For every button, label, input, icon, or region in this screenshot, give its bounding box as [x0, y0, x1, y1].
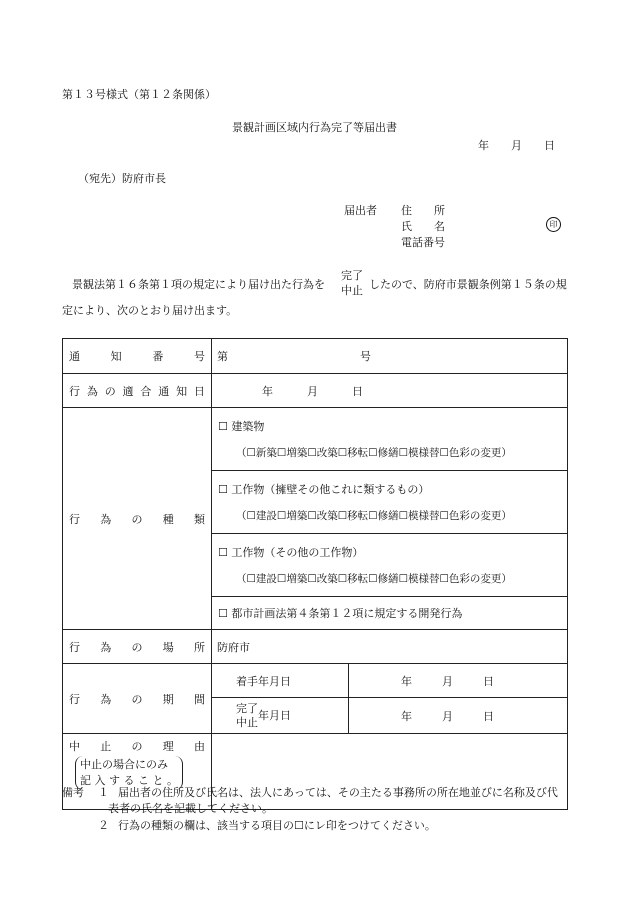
sub-options-other-structure: （☐建設☐増築☐改築☐移転☐修繕☐模様替☐色彩の変更） [236, 573, 512, 585]
notifier-label: 届出者 [344, 204, 377, 217]
value-location[interactable]: 防府市 [212, 630, 568, 664]
kind-option-other-structure: ☐ 工作物（その他の工作物） （☐建設☐増築☐改築☐移転☐修繕☐模様替☐色彩の変更） [212, 534, 568, 597]
row-period-start [63, 664, 568, 698]
notifier-phone-label: 電話番号 [401, 236, 445, 249]
intro-text-before: 景観法第１６条第１項の規定により届け出た行為を [72, 278, 325, 291]
value-end-date[interactable]: 年 月 日 [349, 698, 568, 734]
document-title: 景観計画区域内行為完了等届出書 [232, 121, 397, 134]
value-conformity-date[interactable]: 年 月 日 [212, 374, 568, 408]
remarks-heading: 備考 [62, 786, 84, 799]
checkbox-development[interactable]: ☐ [218, 607, 228, 620]
form-number: 第１３号様式（第１２条関係） [62, 88, 216, 101]
cancel-reason-note: 中止の場合にのみ 記 入 す る こ と 。 [75, 756, 183, 790]
kind-option-retaining-wall: ☐ 工作物（擁壁その他これに類するもの） （☐建設☐増築☐改築☐移転☐修繕☐模様替☐色彩の変更） [212, 471, 568, 534]
checkbox-building[interactable]: ☐ [218, 420, 228, 433]
date-day: 日 [544, 139, 555, 152]
label-period: 行 為 の 期 間 [63, 664, 212, 734]
label-end-date: 完了 中止年月日 [212, 698, 349, 734]
label-cancel-reason: 中 止 の 理 由 中止の場合にのみ 記 入 す る こ と 。 [63, 734, 212, 810]
value-notice-number[interactable]: 第 号 [212, 339, 568, 374]
row-location [63, 630, 568, 664]
row-notice-number [63, 339, 568, 374]
notification-table [62, 338, 568, 810]
label-notice-number: 通 知 番 号 [63, 339, 212, 374]
intro-text-line2: 定により、次のとおり届け出ます。 [62, 304, 238, 317]
end-cancel: 中止 [236, 715, 258, 729]
addressee: （宛先）防府市長 [78, 172, 166, 185]
checkbox-retaining-wall[interactable]: ☐ [218, 483, 228, 496]
label-start-date: 着手年月日 [212, 664, 349, 698]
sub-options-building: （☐新築☐増築☐改築☐移転☐修繕☐模様替☐色彩の変更） [236, 447, 512, 459]
date-month: 月 [511, 139, 522, 152]
checkbox-other-structure[interactable]: ☐ [218, 546, 228, 559]
remark-number-2: ２ [98, 819, 109, 832]
intro-options [341, 268, 363, 298]
row-kind-building [63, 408, 568, 471]
kind-option-building: ☐ 建築物 （☐新築☐増築☐改築☐移転☐修繕☐模様替☐色彩の変更） [212, 408, 568, 471]
seal-mark [546, 217, 561, 232]
row-conformity-date [63, 374, 568, 408]
intro-text-after: したので、防府市景観条例第１５条の規 [369, 278, 567, 291]
value-start-date[interactable]: 年 月 日 [349, 664, 568, 698]
sub-options-retaining-wall: （☐建設☐増築☐改築☐移転☐修繕☐模様替☐色彩の変更） [236, 510, 512, 522]
notifier-address-label: 住 所 [401, 204, 445, 217]
submission-date [478, 137, 555, 153]
kind-option-development: ☐ 都市計画法第４条第１２項に規定する開発行為 [212, 597, 568, 630]
option-cancel: 中止 [341, 284, 363, 297]
remark-text-1a: 届出者の住所及び氏名は、法人にあっては、その主たる事務所の所在地並びに名称及び代 [118, 786, 558, 799]
label-kind: 行 為 の 種 類 [63, 408, 212, 630]
seal-icon: 印 [546, 217, 561, 232]
notifier-name-label: 氏 名 [401, 220, 445, 233]
label-conformity-date: 行 為 の 適 合 通 知 日 [63, 374, 212, 408]
date-year: 年 [478, 139, 489, 152]
remark-text-1b: 表者の氏名を記載してください。 [108, 802, 273, 815]
end-complete: 完了 [236, 701, 258, 715]
remark-number-1: １ [98, 786, 109, 799]
remark-text-2: 行為の種類の欄は、該当する項目の☐にレ印をつけてください。 [118, 819, 436, 832]
option-complete: 完了 [341, 269, 363, 282]
label-location: 行 為 の 場 所 [63, 630, 212, 664]
